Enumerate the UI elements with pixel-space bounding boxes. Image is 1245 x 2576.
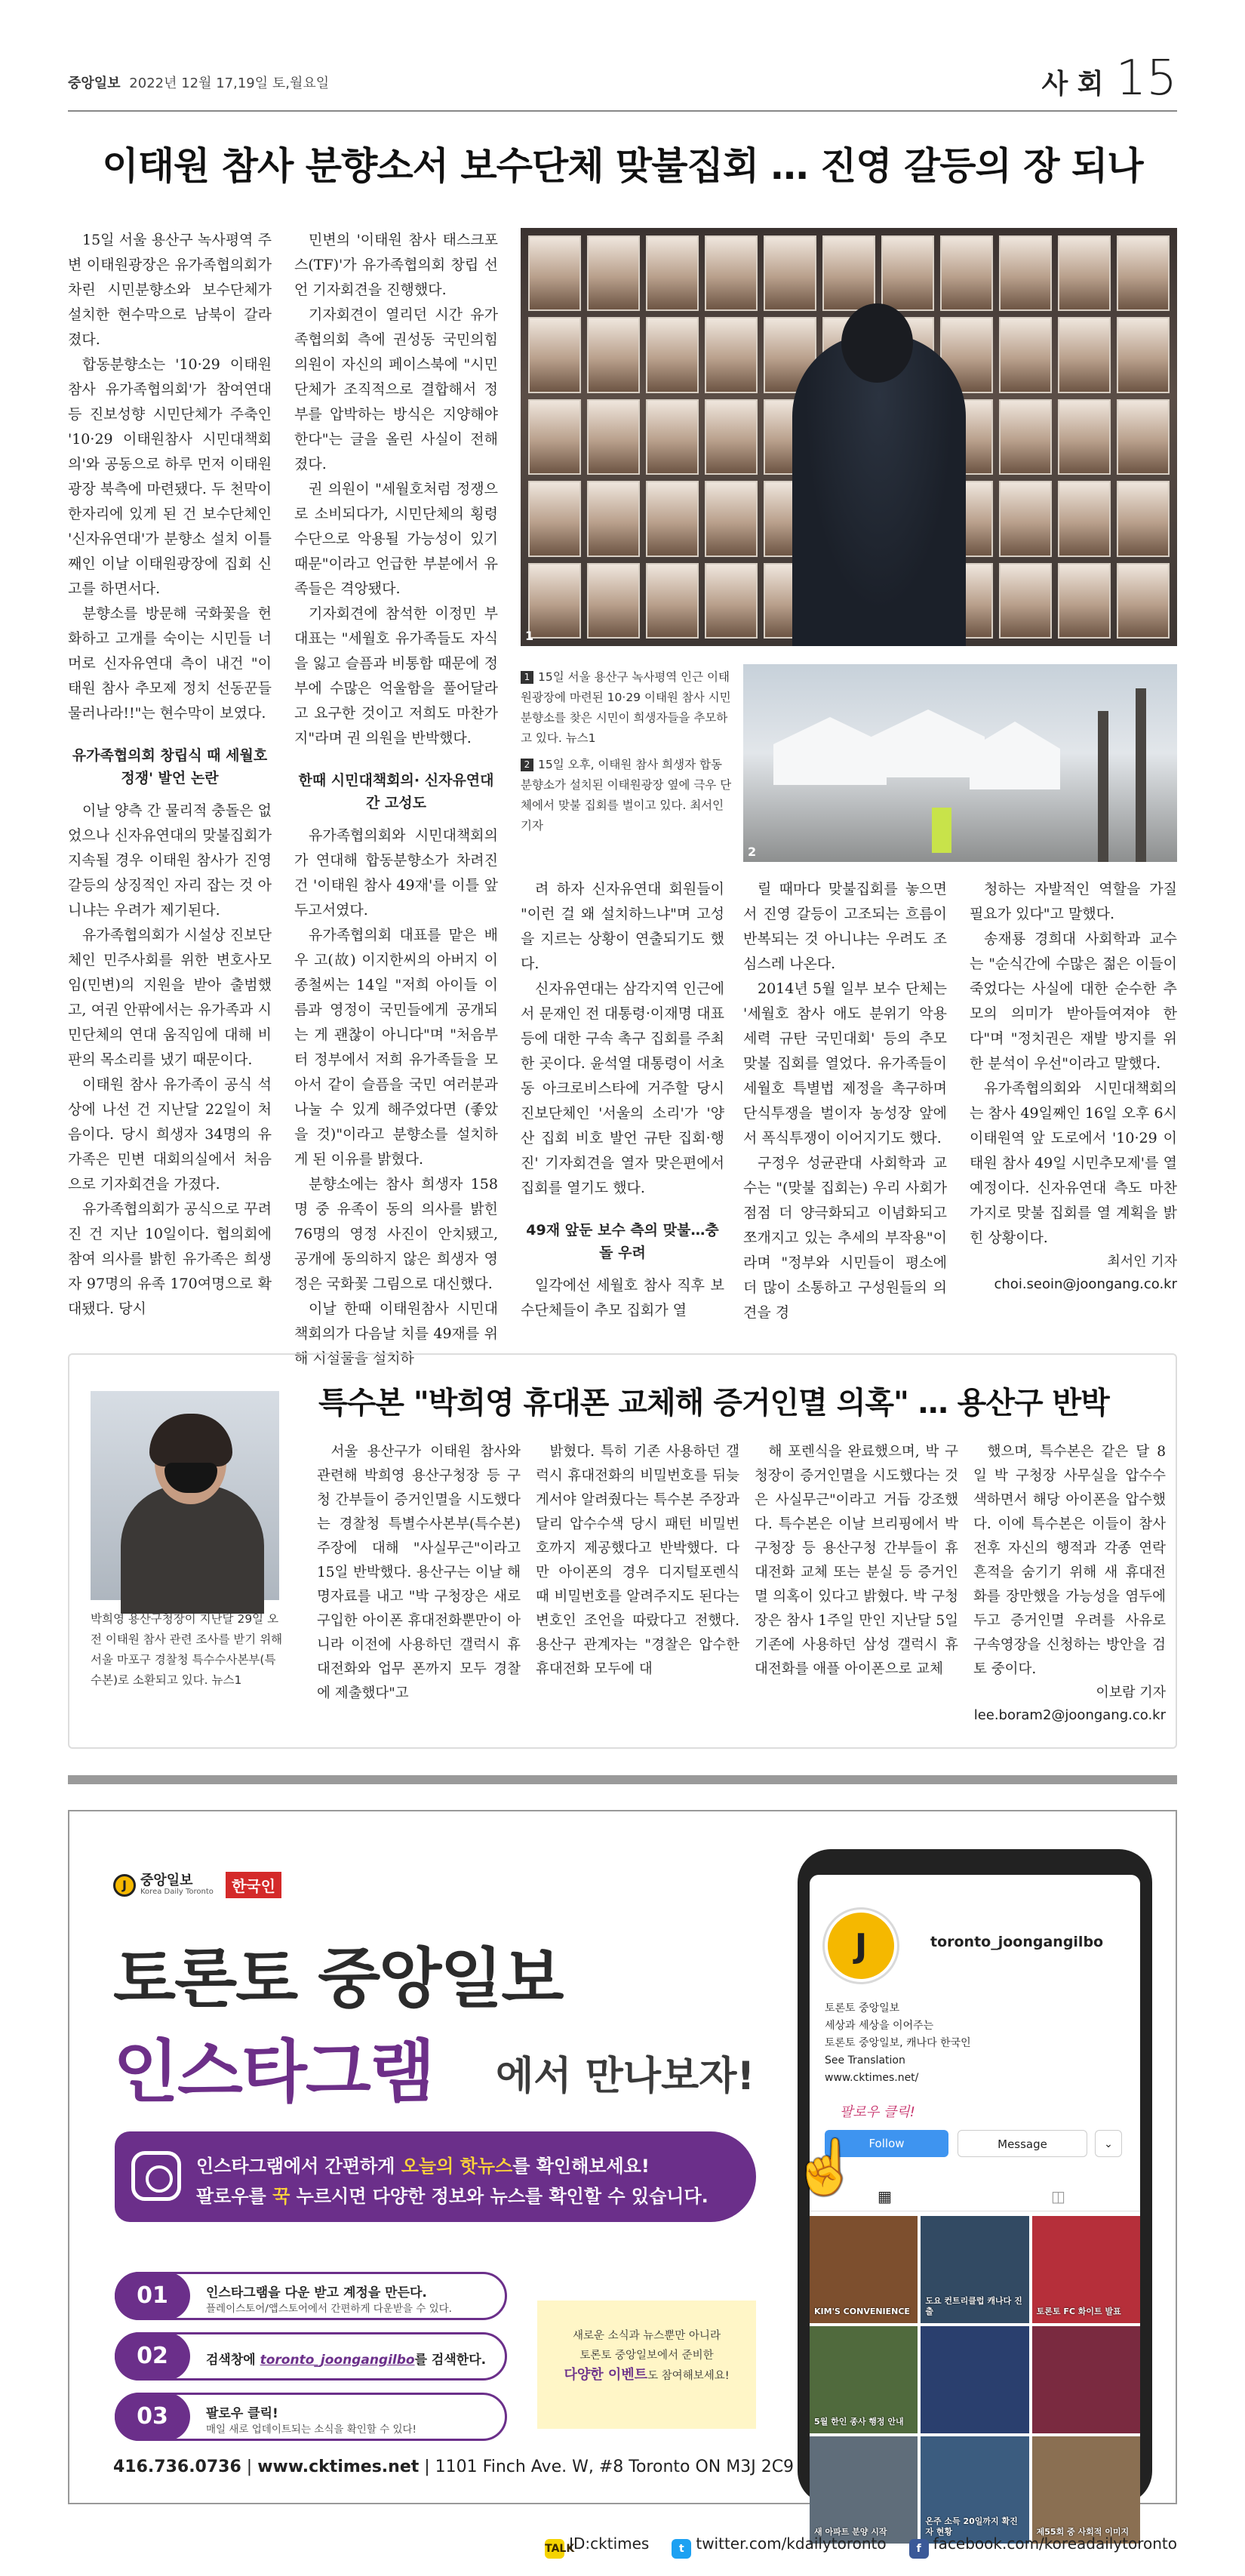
promo-line-2: 팔로우를 꾹 누르시면 다양한 정보와 뉴스를 확인할 수 있습니다. [196, 2186, 709, 2207]
section-name: 사 회 [1041, 69, 1104, 100]
paragraph: 민변의 '이태원 참사 태스크포스(TF)'가 유가족협의회 창립 선언 기자회견을 진행했다. [294, 232, 498, 298]
photo-number: 2 [748, 845, 757, 859]
step-detail: 매일 새로 업데이트되는 소식을 확인할 수 있다! [206, 2424, 417, 2436]
paragraph: 합동분향소는 '10·29 이태원참사 유가족협의회'가 참여연대 등 진보성향 시민단체가 주축인 '10·29 이태원참사 시민대책회의'와 공동으로 하루 먼저 이태원광장 북측에 마련됐다. 두 천막이 한자리에 있게 된 건 보수단체인 '신자유연대'가 분향소 설치 이틀째인 이날 이태원광장에 집회 신고를 하면서다. [68, 356, 272, 597]
article1-headline: 이태원 참사 분향소서 보수단체 맞불집회 … 진영 갈등의 장 되나 [102, 144, 1143, 188]
event-note [537, 2301, 756, 2429]
article1-column-2 [294, 228, 498, 1371]
tent [773, 717, 887, 785]
ad-logos [113, 1872, 281, 1898]
caption-text: 15일 오후, 이태원 참사 희생자 합동분향소가 설치된 이태원광장 옆에 극우 단체에서 맞불 집회를 벌이고 있다. 최서인 기자 [521, 758, 732, 833]
post-thumbnail[interactable] [1032, 2326, 1140, 2433]
article2-column-1 [317, 1440, 521, 1706]
tree [1136, 688, 1146, 862]
paragraph: 일각에선 세월호 참사 직후 보수단체들이 추모 집회가 열 [521, 1277, 724, 1319]
message-button[interactable]: Message [958, 2130, 1087, 2157]
article2-photo-caption: 박희영 용산구청장이 지난달 29일 오전 이태원 참사 관련 조사를 받기 위해 서울 마포구 경찰청 특수수사본부(특수본)로 소환되고 있다. 뉴스1 [91, 1612, 283, 1687]
search-keyword: toronto_joongangilbo [260, 2353, 415, 2368]
paragraph: 구정우 성균관대 사회학과 교수는 "(맞불 집회는) 우리 사회가 점점 더 양극화되고 이념화되고 쪼개지고 있는 추세의 부작용"이라며 "정부와 시민들이 평소에 더 많이 소통하고 구성원들의 의견을 경 [743, 1155, 947, 1321]
profile-tabs [810, 2181, 1140, 2211]
note-line: 토론토 중앙일보에서 준비한 [579, 2350, 714, 2362]
person-in-vest [932, 808, 951, 853]
step-number: 02 [115, 2332, 190, 2381]
paragraph: 권 의원이 "세월호처럼 정쟁으로 소비되다가, 시민단체의 횡령수단으로 악용될 가능성이 있기 때문"이라고 언급한 부분에서 유족들은 격앙됐다. [294, 481, 498, 597]
ad-meet-text: 에서 만나보자! [496, 2054, 755, 2099]
post-grid [810, 2216, 1140, 2544]
hankookin-logo: 한국인 [226, 1872, 281, 1898]
page-header-left [68, 72, 329, 92]
byline-name: 최서인 기자 [1107, 1254, 1177, 1270]
paragraph: 이날 한때 이태원참사 시민대책회의가 다음날 치를 49재를 위해 시설물을 설치하 [294, 1300, 498, 1367]
ad-promo-banner [115, 2131, 756, 2222]
subheading: 한때 시민대책회의· 신자유연대간 고성도 [298, 772, 494, 811]
step-detail: 플레이스토어/앱스토어에서 간편하게 다운받을 수 있다. [206, 2303, 452, 2315]
byline-email: choi.seoin@joongang.co.kr [994, 1276, 1177, 1292]
article1-photo-caption [521, 667, 732, 836]
article1-column-1 [68, 228, 272, 1322]
article1-column-5 [970, 877, 1177, 1296]
step-3 [115, 2393, 507, 2441]
note-line: 다양한 이벤트도 참여해보세요! [564, 2367, 730, 2383]
step-1 [115, 2272, 507, 2320]
section-separator [68, 1775, 1177, 1784]
twitter-link[interactable]: t twitter.com/kdailytoronto [672, 2534, 886, 2559]
tent [970, 722, 1060, 789]
website: www.cktimes.net [257, 2458, 420, 2476]
article2-headline: 특수본 "박희영 휴대폰 교체해 증거인멸 의혹" … 용산구 반박 [318, 1386, 1109, 1420]
caption-number: 1 [521, 671, 533, 684]
facebook-icon: f [909, 2539, 929, 2559]
paragraph: 려 하자 신자유연대 회원들이 "이런 걸 왜 설치하느냐"며 고성을 지르는 상황이 연출되기도 했다. [521, 881, 724, 972]
person-hair [149, 1414, 232, 1467]
paragraph: 유가족협의회와 시민대책회의가 연대해 합동분향소가 차려진 건 '이태원 참사 49재'를 이틀 앞두고서였다. [294, 827, 498, 919]
paragraph: 분향소에는 참사 희생자 158명 중 유족이 동의 의사를 밝힌 76명의 영정 사진이 안치됐고, 공개에 동의하지 않은 희생자 영정은 국화꽃 그림으로 대신했다. [294, 1176, 498, 1292]
issue-date: 2022년 12월 17,19일 토,월요일 [129, 75, 330, 91]
mourner-head [841, 303, 913, 383]
article1-column-3 [521, 877, 724, 1323]
step-number: 03 [115, 2393, 190, 2441]
paragraph: 이날 양측 간 물리적 충돌은 없었으나 신자유연대의 맞불집회가 지속될 경우 이태원 참사가 진영 갈등의 상징적인 자리 잡는 것 아니냐는 우려가 제기된다. [68, 802, 272, 919]
post-thumbnail[interactable]: 도요 컨트리클럽 캐나다 진출 [921, 2216, 1028, 2323]
social-links [545, 2534, 1177, 2559]
paragraph: 2014년 5월 일부 보수 단체는 '세월호 참사 애도 분위기 악용 세력 규탄 국민대회' 등의 추모 맞불 집회를 열었다. 유가족들이 세월호 특별법 제정을 촉구하며 단식투쟁을 벌이자 농성장 앞에서 폭식투쟁이 이어지기도 했다. [743, 980, 947, 1146]
paragraph: 기자회견이 열리던 시간 유가족협의회 측에 권성동 국민의힘 의원이 자신의 페이스북에 "시민단체가 조직적으로 결합해서 정부를 압박하는 방식은 지양해야 한다"는 글을 올린 사실이 전해졌다. [294, 306, 498, 472]
step-number: 01 [115, 2272, 190, 2320]
header-rule [68, 110, 1177, 112]
ad-title: 토론토 중앙일보 [113, 1941, 563, 2017]
tree [1098, 711, 1108, 862]
paragraph: 청하는 자발적인 역할을 가질 필요가 있다"고 말했다. [970, 881, 1177, 922]
paragraph: 서울 용산구가 이태원 참사와 관련해 박희영 용산구청장 등 구청 간부들이 증거인멸을 시도했다는 경찰청 특별수사본부(특수본) 주장에 대해 "사실무근"이라고 15일 반박했다. 용산구는 이날 해명자료를 내고 "박 구청장은 새로 구입한 아이폰 휴대전화뿐만이 아니라 이전에 사용하던 갤럭시 휴대전화와 업무 폰까지 모두 경찰에 제출했다"고 [317, 1444, 521, 1701]
page-header-right [1041, 51, 1177, 106]
paragraph: 기자회견에 참석한 이정민 부대표는 "세월호 유가족들도 자식을 잃고 슬픔과 비통함 때문에 정부에 수많은 억울함을 풀어달라고 요구한 것이고 저희도 마찬가지"라며 권 의원을 반박했다. [294, 605, 498, 746]
more-button[interactable]: ⌄ [1095, 2130, 1122, 2157]
step-title: 인스타그램을 다운 받고 계정을 만든다. [206, 2285, 427, 2301]
twitter-icon: t [672, 2539, 691, 2559]
page-number: 15 [1115, 51, 1177, 106]
post-thumbnail[interactable]: 온주 소득 20일까지 확진자 현황 [921, 2436, 1028, 2544]
address: 1101 Finch Ave. W, #8 Toronto ON M3J 2C9 [435, 2458, 795, 2476]
joongang-logo-subtext: Korea Daily Toronto [140, 1888, 214, 1896]
profile-handle: toronto_joongangilbo [930, 1934, 1104, 1950]
post-thumbnail[interactable]: 5월 한인 종사 행정 안내 [810, 2326, 918, 2433]
post-thumbnail[interactable]: 토론토 FC 화이트 발표 [1032, 2216, 1140, 2323]
tagged-icon[interactable]: ◫ [1051, 2187, 1065, 2205]
official-photo [91, 1391, 279, 1600]
tent [872, 709, 985, 777]
follow-button[interactable]: Follow [825, 2130, 948, 2157]
paragraph: 15일 서울 용산구 녹사평역 주변 이태원광장은 유가족협의회가 차린 시민분향소와 보수단체가 설치한 현수막으로 남북이 갈라졌다. [68, 232, 272, 348]
joongang-logo-text: 중앙일보 [140, 1873, 193, 1888]
paragraph: 유가족협의회가 공식으로 꾸려진 건 지난 10일이다. 협의회에 참여 의사를 밝힌 유가족은 희생자 97명의 유족 170여명으로 확대됐다. 당시 [68, 1201, 272, 1317]
instagram-profile-screen [810, 1875, 1140, 2537]
post-thumbnail[interactable]: 새 아파트 분양 시작 [810, 2436, 918, 2544]
post-thumbnail[interactable] [921, 2326, 1028, 2433]
note-line: 새로운 소식과 뉴스뿐만 아니라 [573, 2330, 721, 2342]
newspaper-name: 중앙일보 [68, 75, 121, 91]
profile-bio: 토론토 중앙일보 세상과 세상을 이어주는 토론토 중앙일보, 캐나다 한국인 See Translation www.cktimes.net/ [825, 2002, 971, 2084]
byline-email: lee.boram2@joongang.co.kr [973, 1707, 1166, 1723]
grid-icon[interactable]: ▦ [878, 2187, 892, 2205]
paragraph: 했으며, 특수본은 같은 달 8일 박 구청장 사무실을 압수수색하면서 해당 아이폰을 압수했다. 이에 특수본은 이들이 참사 전후 자신의 행적과 각종 연락 흔적을 숨기기 위해 새 휴대전화를 장만했을 가능성을 염두에 두고 증거인멸 우려를 사유로 구속영장을 신청하는 방안을 검토 중이다. [973, 1444, 1166, 1677]
caption-number: 2 [521, 759, 533, 771]
memorial-photo [521, 228, 1177, 646]
phone-number: 416.736.0736 [113, 2458, 241, 2476]
profile-avatar: J [825, 1910, 897, 1982]
ad-instagram-heading: 인스타그램 [113, 2033, 434, 2112]
post-thumbnail[interactable]: KIM'S CONVENIENCE [810, 2216, 918, 2323]
follow-hint: 팔로우 클릭! [840, 2104, 915, 2120]
ad-contact-footer: 416.736.0736 | www.cktimes.net | 1101 Finch Ave. W, #8 Toronto ON M3J 2C9 [113, 2458, 795, 2476]
paragraph: 신자유연대는 삼각지역 인근에서 문재인 전 대통령·이재명 대표 등에 대한 구속 촉구 집회를 주최한 곳이다. 윤석열 대통령이 서초동 아크로비스타에 거주할 당시 진보단체인 '서울의 소리'가 '양산 집회 비호 발언 규탄 집회·행진' 기자회견을 열자 맞은편에서 집회를 열기도 했다. [521, 980, 724, 1196]
step-title: 팔로우 클릭! [206, 2406, 278, 2421]
instagram-icon [131, 2151, 181, 2201]
paragraph: 릴 때마다 맞불집회를 놓으면서 진영 갈등이 고조되는 흐름이 반복되는 것 아니냐는 우려도 조심스레 나온다. [743, 881, 947, 972]
subheading: 유가족협의회 창립식 때 세월호 정쟁' 발언 논란 [72, 747, 268, 786]
photo-number: 1 [525, 629, 534, 643]
paragraph: 유가족협의회가 시설상 진보단체인 민주사회를 위한 변호사모임(민변)의 지원을 받아 출범했고, 여권 안팎에서는 유가족과 시민단체의 연대 움직임에 대해 비판의 목소리를 냈기 때문이다. [68, 927, 272, 1068]
byline-name: 이보람 기자 [1096, 1685, 1166, 1700]
caption-text: 15일 서울 용산구 녹사평역 인근 이태원광장에 마련된 10·29 이태원 참사 시민분향소를 찾은 시민이 희생자들을 추모하고 있다. 뉴스1 [521, 670, 731, 745]
step-title: 검색창에 toronto_joongangilbo를 검색한다. [206, 2353, 487, 2368]
paragraph: 유가족협의회와 시민대책회의는 참사 49일째인 16일 오후 6시 이태원역 앞 도로에서 '10·29 이태원 참사 49일 시민추모제'를 열 예정이다. 신자유연대 측도 마찬가지로 맞불 집회를 열 계획을 밝힌 상황이다. [970, 1080, 1177, 1246]
paragraph: 분향소를 방문해 국화꽃을 헌화하고 고개를 숙이는 시민들 너머로 신자유연대 측이 내건 "이태원 참사 추모제 정치 선동꾼들 물러나라!!"는 현수막이 보였다. [68, 605, 272, 722]
paragraph: 밝혔다. 특히 기존 사용하던 갤럭시 휴대전화의 비밀번호를 뒤늦게서야 알려줬다는 특수본 주장과 달리 압수수색 당시 패턴 비밀번호까지 제공했다고 반박했다. 다만 아이폰의 경우 디지털포렌식 때 비밀번호를 알려주지도 된다는 변호인 조언을 따랐다고 전했다. 용산구 관계자는 "경찰은 압수한 휴대전화 모두에 대 [536, 1444, 739, 1677]
joongang-logo-icon: J [113, 1874, 136, 1897]
paragraph: 유가족협의회 대표를 맡은 배우 고(故) 이지한씨의 아버지 이종철씨는 14일 "저희 아이들 이름과 영정이 국민들에게 공개되는 게 괜찮이 아니다"며 "처음부터 정부에서 저희 유가족들을 모아서 같이 슬픔을 국민 여러분과 나눌 수 있게 해주었다면 (좋았을 것)"이라고 분향소를 설치하게 된 이유를 밝혔다. [294, 927, 498, 1168]
paragraph: 송재룡 경희대 사회학과 교수는 "순식간에 수많은 젊은 이들이 죽었다는 사실에 대한 순수한 추모의 의미가 받아들여져야 한다"며 "정치권은 재발 방지를 위한 분석이 우선"이라고 말했다. [970, 931, 1177, 1072]
promo-line-1: 인스타그램에서 간편하게 오늘의 핫뉴스를 확인해보세요! [196, 2156, 650, 2177]
article2-column-4 [973, 1440, 1166, 1727]
pointing-hand-icon: ☝ [792, 2136, 859, 2198]
step-2 [115, 2332, 507, 2381]
kakao-icon: TALK [545, 2539, 564, 2559]
person-body [121, 1485, 264, 1614]
paragraph: 이태원 참사 유가족이 공식 석상에 나선 건 지난달 22일이 처음이다. 당시 희생자 34명의 유가족은 민변 대회의실에서 처음으로 기자회견을 가졌다. [68, 1076, 272, 1193]
post-thumbnail[interactable]: 제55회 중 사회적 이미지 [1032, 2436, 1140, 2544]
article2-column-3 [755, 1440, 958, 1682]
kakao-link[interactable]: TALKID:cktimes [545, 2534, 649, 2559]
paragraph: 해 포렌식을 완료했으며, 박 구청장이 증거인멸을 시도했다는 것은 사실무근"이라고 거듭 강조했다. 특수본은 이날 브리핑에서 박 구청장 등 용산구청 간부들이 휴대전화 교체 또는 분실 등 증거인멸 의혹이 있다고 밝혔다. 박 구청장은 참사 1주일 만인 지난달 5일 기존에 사용하던 삼성 갤럭시 휴대전화를 애플 아이폰으로 교체 [755, 1444, 958, 1677]
subheading: 49재 앞둔 보수 측의 맞불…충돌 우려 [526, 1222, 719, 1261]
article1-column-4 [743, 877, 947, 1325]
instagram-advertisement [68, 1810, 1177, 2537]
facebook-link[interactable]: f facebook.com/koreadailytoronto [909, 2534, 1177, 2559]
rally-photo [743, 664, 1177, 862]
article2-column-2 [536, 1440, 739, 1682]
